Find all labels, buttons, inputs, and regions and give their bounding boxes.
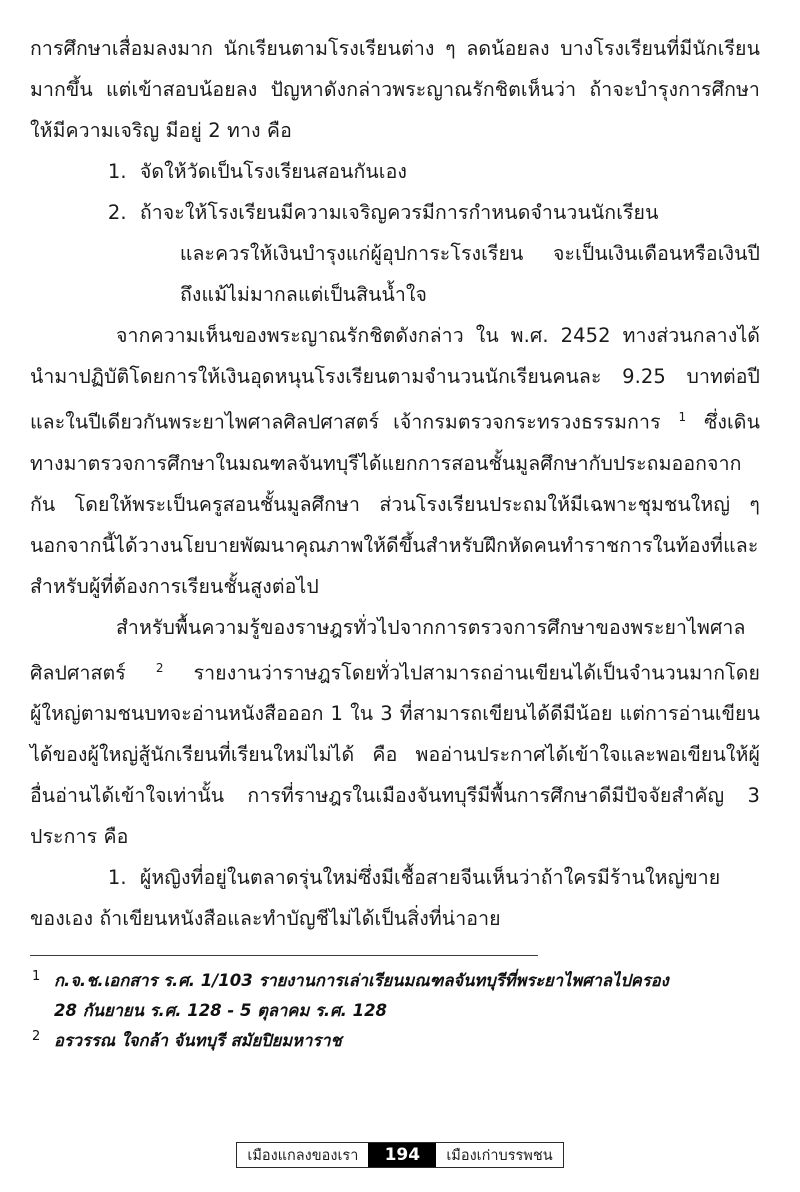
paragraph-1: การศึกษาเสื่อมลงมาก นักเรียนตามโรงเรียนต่าง ๆ ลดน้อยลง บางโรงเรียนที่มีนักเรียนมากขึ้น แต่เข้าสอบน้อยลง ปัญหาดังกล่าวพระญาณรักชิตเห็นว่า ถ้าจะบำรุงการศึกษาให้มีความเจริญ มีอยู่ 2 ทาง คือ — [30, 37, 760, 142]
footnote-separator — [30, 955, 538, 956]
list-item-text: จัดให้วัดเป็นโรงเรียนสอนกันเอง — [139, 160, 408, 183]
footer-left-label: เมืองแกลงของเรา — [237, 1143, 368, 1167]
list-item — [30, 857, 760, 898]
footnote-ref-1: 1 — [678, 410, 687, 424]
paragraph-2-part-b: ซึ่งเดินทางมาตรวจการศึกษาในมณฑลจันทบุรีได้แยกการสอนชั้นมูลศึกษากับประถมออกจากกัน โดยให้พระเป็นครูสอนชั้นมูลศึกษา ส่วนโรงเรียนประถมให้มีเฉพาะชุมชนใหญ่ ๆ นอกจากนี้ได้วางนโยบายพัฒนาคุณภาพให้ดีขึ้นสำหรับฝึกหัดคนทำราชการในท้องที่และสำหรับผู้ที่ต้องการเรียนชั้นสูงต่อไป — [30, 410, 760, 598]
list-item-continuation: ของเอง ถ้าเขียนหนังสือและทำบัญชีไม่ได้เป็นสิ่งที่น่าอาย — [30, 907, 501, 930]
list-item-number: 1. — [107, 866, 127, 889]
numbered-list-1 — [30, 151, 760, 315]
list-item — [30, 192, 760, 315]
page-body — [30, 28, 760, 939]
list-item-text: ถ้าจะให้โรงเรียนมีความเจริญควรมีการกำหนดจำนวนนักเรียน — [139, 201, 659, 224]
list-item — [30, 151, 760, 192]
footnote — [30, 1026, 760, 1056]
paragraph-3 — [30, 607, 760, 858]
footnote-mark: 2 — [32, 1029, 41, 1044]
footnote-line-2: 28 กันยายน ร.ศ. 128 - 5 ตุลาคม ร.ศ. 128 — [54, 1001, 388, 1020]
paragraph-2-part-a: จากความเห็นของพระญาณรักชิตดังกล่าว ใน พ.ศ. 2452 ทางส่วนกลางได้นำมาปฏิบัติโดยการให้เงินอุดหนุนโรงเรียนตามจำนวนนักเรียนคนละ 9.25 บาทต่อปี และในปีเดียวกันพระยาไพศาลศิลปศาสตร์ เจ้ากรมตรวจกระทรวงธรรมการ — [30, 324, 760, 434]
list-item-continuation: และควรให้เงินบำรุงแก่ผู้อุปการะโรงเรียน จะเป็นเงินเดือนหรือเงินปี ถึงแม้ไม่มากลแต่เป็นสินน้ำใจ — [179, 242, 760, 306]
numbered-list-2 — [30, 857, 760, 898]
paragraph-2 — [30, 315, 760, 607]
paragraph-3-part-b: รายงานว่าราษฎรโดยทั่วไปสามารถอ่านเขียนได้เป็นจำนวนมากโดยผู้ใหญ่ตามชนบทจะอ่านหนังสือออก 1 ใน 3 ที่สามารถเขียนได้ดีมีน้อย แต่การอ่านเขียนได้ของผู้ใหญ่สู้นักเรียนที่เรียนใหม่ไม่ได้ คือ พออ่านประกาศได้เข้าใจและพอเขียนให้ผู้อื่นอ่านได้เข้าใจเท่านั้น การที่ราษฎรในเมืองจันทบุรีมีพื้นการศึกษาดีมีปัจจัยสำคัญ 3 ประการ คือ — [30, 661, 760, 848]
footer-right-label: เมืองเก่าบรรพชน — [436, 1143, 562, 1167]
page-footer — [0, 1142, 800, 1168]
list-item-number: 2. — [107, 201, 127, 224]
footer-box — [236, 1142, 563, 1168]
footnote-mark: 1 — [32, 969, 41, 984]
footnotes-block — [30, 966, 760, 1056]
footnote-ref-2: 2 — [155, 660, 164, 675]
list-item-number: 1. — [107, 160, 127, 183]
footnote — [30, 966, 760, 1026]
page-number: 194 — [368, 1143, 436, 1167]
footnote-line-1: อรวรรณ ใจกล้า จันทบุรี สมัยปิยมหาราช — [54, 1031, 342, 1050]
paragraph-3-part-a: สำหรับพื้นความรู้ของราษฎรทั่วไปจากการตรวจการศึกษาของพระยาไพศาลศิลปศาสตร์ — [30, 615, 746, 684]
footnote-line-1: ก.จ.ช.เอกสาร ร.ศ. 1/103 รายงานการเล่าเรียนมณฑลจันทบุรีที่พระยาไพศาลไปครอง — [54, 971, 669, 990]
list-item-text: ผู้หญิงที่อยู่ในตลาดรุ่นใหม่ซึ่งมีเชื้อสายจีนเห็นว่าถ้าใครมีร้านใหญ่ขาย — [139, 866, 721, 889]
